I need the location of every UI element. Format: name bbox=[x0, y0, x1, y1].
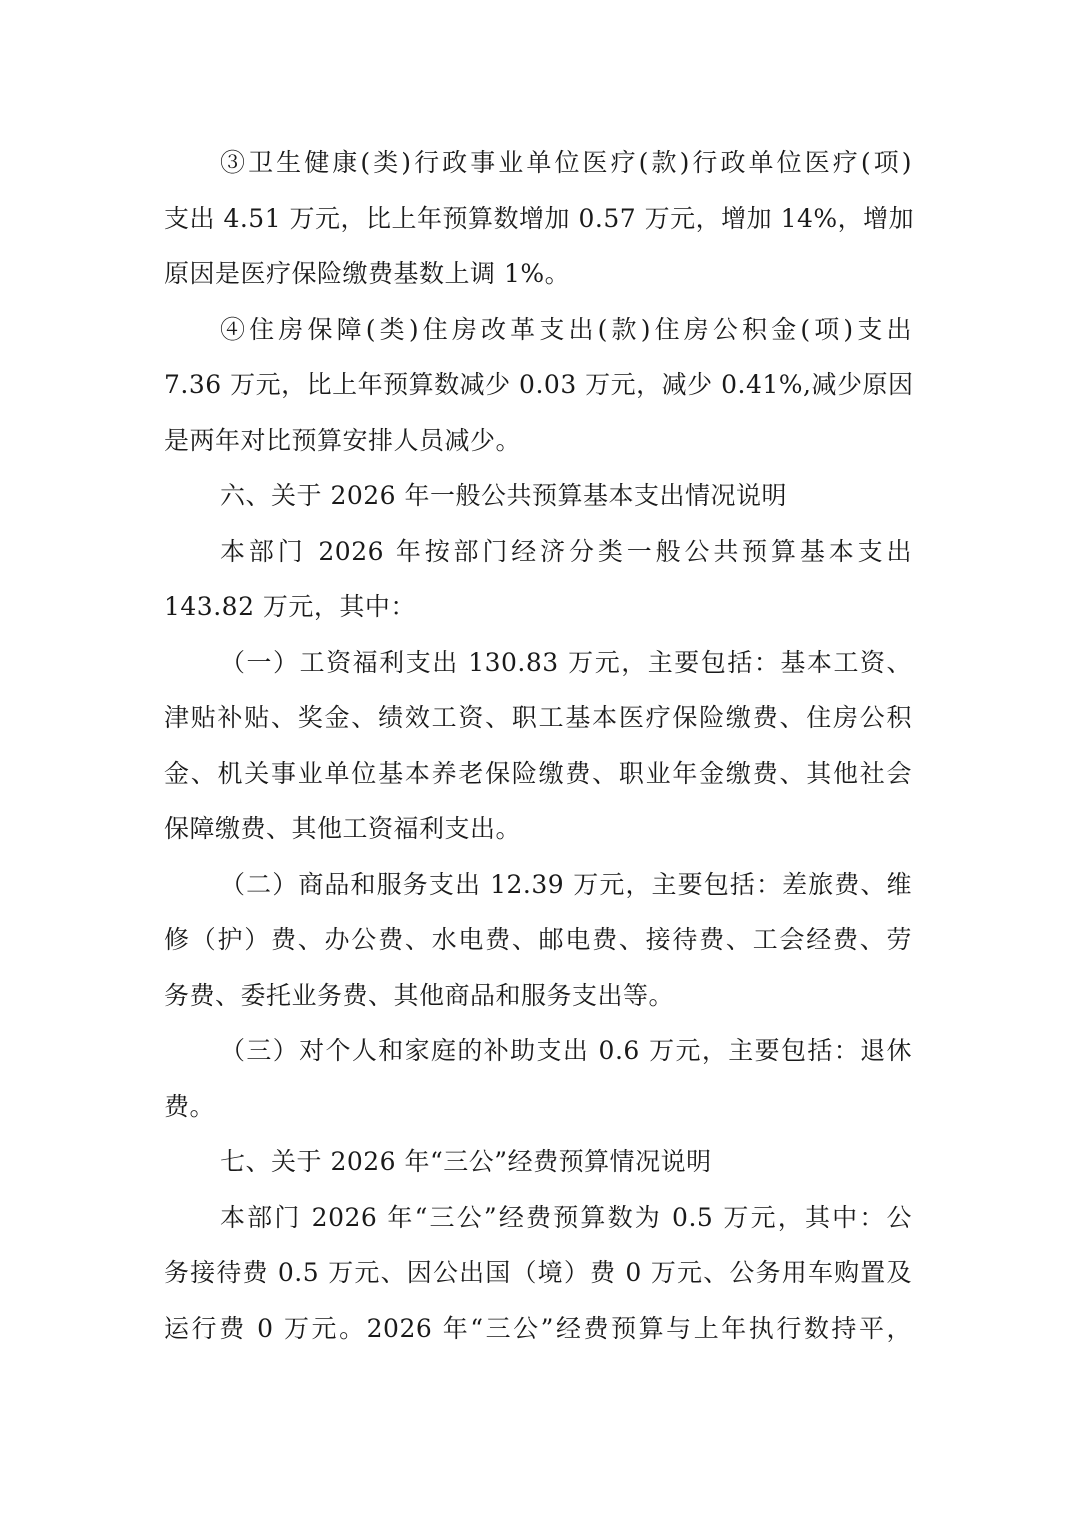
text-line: 7.36 万元，比上年预算数减少 0.03 万元，减少 0.41%,减少原因 bbox=[164, 370, 914, 399]
text-line: 本部门 2026 年按部门经济分类一般公共预算基本支出 bbox=[220, 536, 912, 566]
text-line: 费。 bbox=[164, 1091, 216, 1121]
text-line: 修（护）费、办公费、水电费、邮电费、接待费、工会经费、劳 bbox=[164, 925, 912, 954]
text-line: 143.82 万元，其中： bbox=[164, 592, 416, 621]
text-line: 是两年对比预算安排人员减少。 bbox=[164, 425, 522, 455]
text-line: （二）商品和服务支出 12.39 万元，主要包括：差旅费、维 bbox=[220, 869, 912, 899]
text-line: 金、机关事业单位基本养老保险缴费、职业年金缴费、其他社会 bbox=[164, 758, 912, 788]
text-line: 支出 4.51 万元，比上年预算数增加 0.57 万元，增加 14%，增加 bbox=[164, 203, 915, 233]
section-heading: 七、关于 2026 年“三公”经费预算情况说明 bbox=[220, 1147, 712, 1176]
text-line: 原因是医疗保险缴费基数上调 1%。 bbox=[164, 259, 571, 288]
text-line: 本部门 2026 年“三公”经费预算数为 0.5 万元，其中：公 bbox=[220, 1202, 912, 1232]
text-line: 务接待费 0.5 万元、因公出国（境）费 0 万元、公务用车购置及 bbox=[164, 1258, 912, 1287]
section-heading: 六、关于 2026 年一般公共预算基本支出情况说明 bbox=[220, 481, 788, 510]
text-line: ③卫生健康(类)行政事业单位医疗(款)行政单位医疗(项) bbox=[220, 148, 912, 177]
text-line: 务费、委托业务费、其他商品和服务支出等。 bbox=[164, 980, 675, 1010]
text-line: （三）对个人和家庭的补助支出 0.6 万元，主要包括：退休 bbox=[220, 1036, 912, 1065]
text-line: 津贴补贴、奖金、绩效工资、职工基本医疗保险缴费、住房公积 bbox=[164, 703, 912, 732]
text-line: ④住房保障(类)住房改革支出(款)住房公积金(项)支出 bbox=[220, 314, 912, 344]
document-body bbox=[164, 135, 915, 1356]
text-line: （一）工资福利支出 130.83 万元，主要包括：基本工资、 bbox=[220, 647, 912, 677]
text-line: 运行费 0 万元。2026 年“三公”经费预算与上年执行数持平， bbox=[164, 1313, 912, 1343]
text-line: 保障缴费、其他工资福利支出。 bbox=[164, 814, 522, 843]
